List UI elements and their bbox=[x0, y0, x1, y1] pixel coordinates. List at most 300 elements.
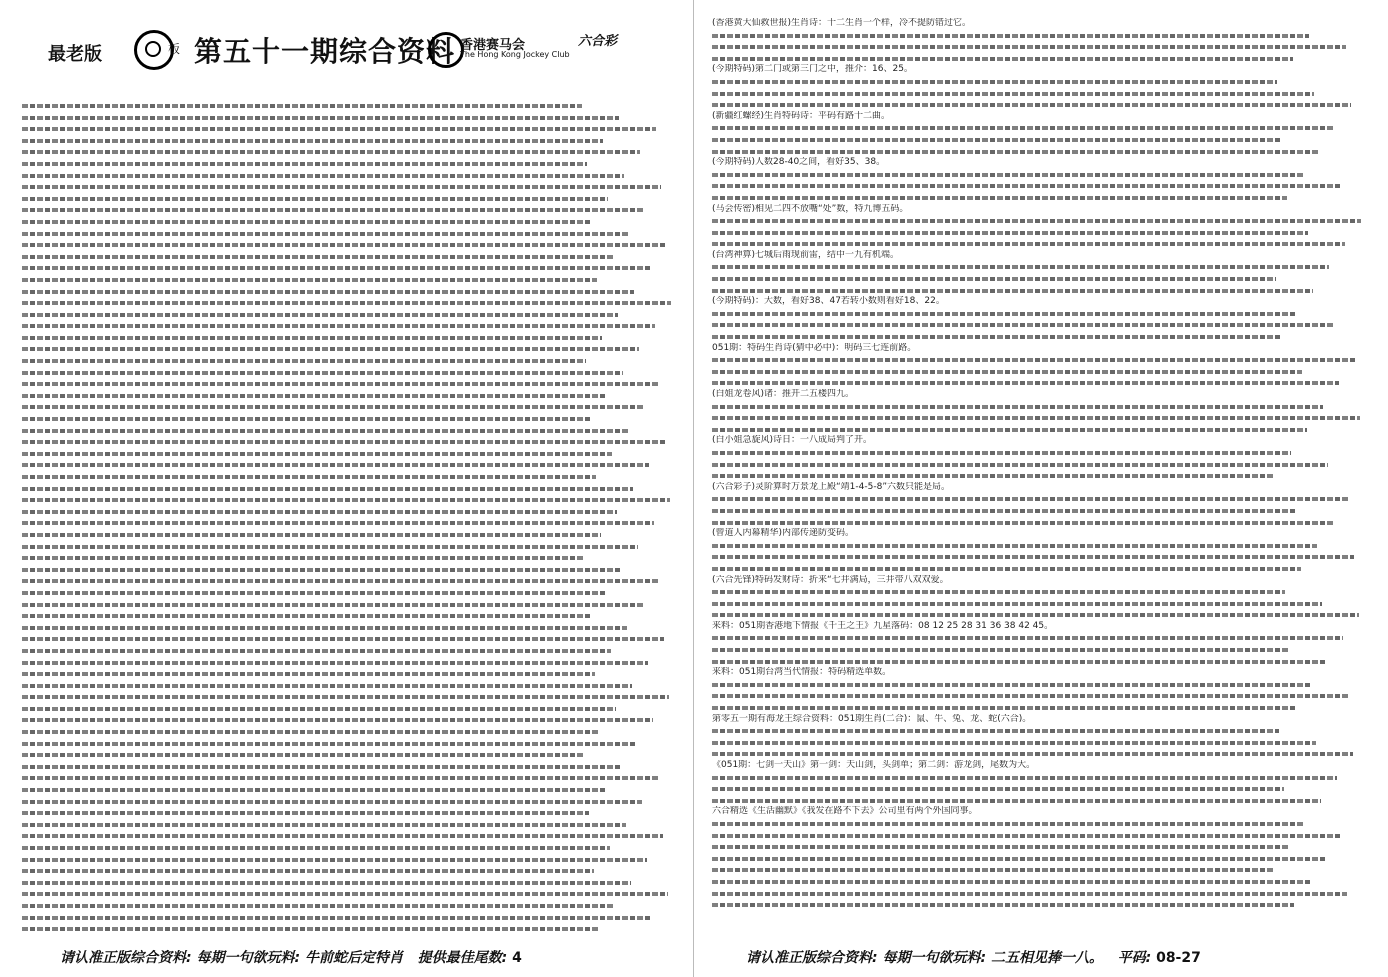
footer-middle: 每期一句欲玩料: bbox=[196, 950, 301, 966]
footer-suffix: 提供最佳尾数: bbox=[417, 950, 508, 966]
text-line-content: 第零五一期有海龙王综合资料：051期生肖(二合)：鼠、牛、兔、龙、蛇(六合)。 bbox=[712, 713, 1032, 724]
scan-texture bbox=[22, 927, 599, 931]
left-footer bbox=[60, 947, 522, 967]
text-line bbox=[22, 842, 672, 854]
text-line bbox=[22, 541, 672, 553]
footer-value: 4 bbox=[512, 950, 522, 966]
scan-texture bbox=[712, 451, 1291, 455]
scan-texture bbox=[22, 603, 643, 607]
text-line bbox=[22, 575, 672, 587]
footer-middle: 每期一句欲玩料: bbox=[882, 950, 987, 966]
text-line bbox=[22, 622, 672, 634]
scan-texture bbox=[712, 555, 1354, 559]
scan-texture bbox=[712, 509, 1296, 513]
text-line bbox=[712, 424, 1372, 436]
text-line bbox=[22, 158, 672, 170]
scan-texture bbox=[712, 613, 1359, 617]
text-line bbox=[712, 146, 1372, 158]
scan-texture bbox=[22, 742, 637, 746]
text-line bbox=[22, 216, 672, 228]
text-line bbox=[22, 819, 672, 831]
stamp-mark: 六合彩 bbox=[578, 34, 618, 49]
scan-texture bbox=[712, 34, 1309, 38]
scan-texture bbox=[712, 868, 1273, 872]
scan-texture bbox=[712, 544, 1317, 548]
text-line bbox=[22, 888, 672, 900]
text-line bbox=[712, 563, 1372, 575]
scan-texture bbox=[712, 219, 1361, 223]
text-line bbox=[712, 783, 1372, 795]
text-line bbox=[22, 796, 672, 808]
scan-texture bbox=[22, 800, 642, 804]
scan-texture bbox=[712, 567, 1301, 571]
text-line bbox=[712, 354, 1372, 366]
text-line bbox=[22, 239, 672, 251]
scan-texture bbox=[22, 394, 607, 398]
text-line bbox=[22, 459, 672, 471]
scan-texture bbox=[712, 822, 1305, 826]
text-line-content: (台湾神算)七城后雨现前雷，结中一九有机端。 bbox=[712, 249, 900, 260]
text-line bbox=[712, 656, 1372, 668]
scan-texture bbox=[22, 545, 638, 549]
scan-texture bbox=[712, 683, 1311, 687]
text-line-content: (今期特码)：大数，看好38、47若转小数则看好18、22。 bbox=[712, 296, 945, 307]
scan-texture bbox=[22, 637, 664, 641]
scan-texture bbox=[712, 80, 1277, 84]
text-line-content: (香港黄大仙救世报)生肖诗：十二生肖一个样，冷不提防错过它。 bbox=[712, 18, 972, 28]
text-line bbox=[22, 378, 672, 390]
scan-texture bbox=[712, 776, 1337, 780]
text-line-content: (六合彩子)灵阶算时万景龙上殿“靖1-4-5-8”六数只能是局。 bbox=[712, 481, 950, 492]
text-line bbox=[712, 169, 1372, 181]
footer-value: 08-27 bbox=[1156, 950, 1201, 966]
text-line bbox=[22, 309, 672, 321]
scan-texture bbox=[22, 556, 585, 560]
text-line bbox=[22, 610, 672, 622]
text-line-content: 来料：051期台湾当代情报：特码精选单数。 bbox=[712, 667, 892, 678]
text-line bbox=[712, 540, 1372, 552]
scan-texture bbox=[22, 788, 605, 792]
scan-texture bbox=[712, 648, 1290, 652]
text-line bbox=[712, 192, 1372, 204]
text-line bbox=[22, 471, 672, 483]
text-line bbox=[22, 633, 672, 645]
scan-texture bbox=[22, 382, 660, 386]
scan-texture bbox=[712, 602, 1322, 606]
scan-texture bbox=[22, 429, 628, 433]
scan-texture bbox=[22, 510, 617, 514]
scan-texture bbox=[22, 452, 612, 456]
scan-texture bbox=[22, 185, 661, 189]
text-line bbox=[22, 355, 672, 367]
scan-texture bbox=[712, 289, 1313, 293]
text-line-content: (六合先锋)特码发财诗：折来“七井满局，三井带八双双爱。 bbox=[712, 574, 949, 585]
scan-texture bbox=[712, 694, 1348, 698]
text-line bbox=[22, 436, 672, 448]
text-line bbox=[712, 41, 1372, 53]
text-line bbox=[22, 923, 672, 935]
scan-texture bbox=[22, 174, 624, 178]
text-line bbox=[22, 668, 672, 680]
jockey-club-logo-icon bbox=[428, 32, 464, 68]
scan-texture bbox=[22, 463, 649, 467]
text-line bbox=[712, 134, 1372, 146]
scan-texture bbox=[712, 463, 1328, 467]
scan-texture bbox=[22, 858, 647, 862]
text-line-content: 六合精选《生活幽默》《我发在路不下去》公司里有两个外国同事。 bbox=[712, 806, 978, 817]
scan-texture bbox=[712, 787, 1284, 791]
text-line bbox=[22, 552, 672, 564]
text-line bbox=[22, 483, 672, 495]
scan-texture bbox=[22, 150, 640, 154]
scan-texture bbox=[712, 752, 1353, 756]
scan-texture bbox=[22, 255, 613, 259]
text-line bbox=[22, 529, 672, 541]
scan-texture bbox=[22, 823, 626, 827]
scan-texture bbox=[22, 371, 623, 375]
text-line bbox=[712, 690, 1372, 702]
footer-highlight: 牛前蛇后定特肖 bbox=[304, 950, 403, 966]
text-line-content: (曾道人内幕精华)内部传递防变码。 bbox=[712, 528, 855, 539]
scan-texture bbox=[712, 312, 1297, 316]
text-line bbox=[22, 784, 672, 796]
text-line bbox=[712, 204, 1372, 216]
text-line bbox=[22, 761, 672, 773]
text-line bbox=[712, 227, 1372, 239]
scan-texture bbox=[22, 359, 586, 363]
text-line bbox=[712, 273, 1372, 285]
text-line bbox=[22, 854, 672, 866]
text-line bbox=[22, 703, 672, 715]
scan-texture bbox=[712, 521, 1333, 525]
text-line-content: (白小姐急旋风)诗日：一八成局判了开。 bbox=[712, 435, 873, 446]
text-line bbox=[712, 876, 1372, 888]
scan-texture bbox=[22, 869, 594, 873]
scan-texture bbox=[712, 138, 1282, 142]
text-line bbox=[22, 599, 672, 611]
text-line bbox=[712, 505, 1372, 517]
text-line bbox=[22, 877, 672, 889]
scan-texture bbox=[22, 753, 584, 757]
text-line bbox=[22, 830, 672, 842]
text-line bbox=[712, 493, 1372, 505]
masthead bbox=[18, 22, 668, 70]
text-line bbox=[712, 714, 1372, 726]
text-line bbox=[712, 517, 1372, 529]
text-line bbox=[22, 274, 672, 286]
text-line bbox=[712, 795, 1372, 807]
text-line bbox=[712, 308, 1372, 320]
text-line bbox=[712, 366, 1372, 378]
text-line bbox=[22, 425, 672, 437]
text-line bbox=[712, 157, 1372, 169]
scan-texture bbox=[22, 104, 582, 108]
text-line bbox=[22, 204, 672, 216]
text-line bbox=[22, 170, 672, 182]
scan-texture bbox=[22, 811, 589, 815]
text-line bbox=[712, 760, 1372, 772]
text-line bbox=[712, 88, 1372, 100]
text-line bbox=[22, 100, 672, 112]
text-line bbox=[22, 146, 672, 158]
scan-texture bbox=[22, 417, 591, 421]
scan-texture bbox=[22, 336, 602, 340]
text-line bbox=[22, 448, 672, 460]
right-footer bbox=[746, 947, 1201, 967]
text-line bbox=[22, 645, 672, 657]
scan-texture bbox=[712, 277, 1276, 281]
text-line bbox=[22, 297, 672, 309]
text-line bbox=[22, 494, 672, 506]
text-line bbox=[712, 609, 1372, 621]
text-line bbox=[22, 772, 672, 784]
scan-texture bbox=[712, 231, 1308, 235]
right-article-body bbox=[712, 18, 1372, 916]
text-line bbox=[712, 180, 1372, 192]
scan-texture bbox=[712, 636, 1343, 640]
scan-texture bbox=[712, 857, 1326, 861]
scan-texture bbox=[712, 741, 1316, 745]
scan-texture bbox=[712, 323, 1334, 327]
scan-texture bbox=[712, 892, 1347, 896]
text-line-content: 051期：特码生肖诗(猜中必中)：明码三七连前路。 bbox=[712, 342, 917, 353]
text-line bbox=[22, 517, 672, 529]
text-line bbox=[712, 343, 1372, 355]
text-line bbox=[22, 900, 672, 912]
text-line bbox=[712, 841, 1372, 853]
text-line bbox=[712, 470, 1372, 482]
scan-texture bbox=[22, 278, 597, 282]
text-line bbox=[22, 343, 672, 355]
scan-texture bbox=[712, 184, 1340, 188]
scan-texture bbox=[22, 672, 595, 676]
scan-texture bbox=[22, 730, 600, 734]
scan-texture bbox=[22, 301, 671, 305]
scan-texture bbox=[712, 405, 1323, 409]
scan-texture bbox=[712, 265, 1329, 269]
scan-texture bbox=[22, 904, 615, 908]
scan-texture bbox=[22, 834, 663, 838]
text-line bbox=[22, 587, 672, 599]
text-line bbox=[712, 667, 1372, 679]
footer-prefix: 请认准正版综合资料: bbox=[60, 950, 192, 966]
text-line bbox=[712, 621, 1372, 633]
text-line bbox=[712, 853, 1372, 865]
text-line bbox=[22, 738, 672, 750]
text-line bbox=[712, 18, 1372, 30]
scan-texture bbox=[712, 903, 1294, 907]
text-line bbox=[712, 250, 1372, 262]
scan-texture bbox=[22, 208, 645, 212]
scan-texture bbox=[712, 474, 1275, 478]
scan-texture bbox=[22, 162, 587, 166]
text-line bbox=[712, 238, 1372, 250]
scan-texture bbox=[22, 881, 631, 885]
text-line bbox=[712, 401, 1372, 413]
scan-texture bbox=[22, 776, 658, 780]
text-line bbox=[22, 401, 672, 413]
scan-texture bbox=[22, 347, 639, 351]
scan-texture bbox=[22, 475, 596, 479]
scan-texture bbox=[712, 242, 1345, 246]
text-line bbox=[22, 251, 672, 263]
text-line bbox=[22, 564, 672, 576]
scan-texture bbox=[22, 243, 666, 247]
scan-texture bbox=[712, 590, 1285, 594]
scan-texture bbox=[22, 684, 632, 688]
text-line bbox=[22, 680, 672, 692]
scan-texture bbox=[712, 497, 1349, 501]
scan-texture bbox=[22, 232, 629, 236]
text-line bbox=[22, 912, 672, 924]
scan-texture bbox=[712, 428, 1307, 432]
scan-texture bbox=[22, 892, 668, 896]
edition-label: 最老版 bbox=[48, 44, 102, 65]
text-line bbox=[712, 632, 1372, 644]
text-line-content: (今期特码)第二门或第三门之中，推介：16、25。 bbox=[712, 64, 913, 75]
text-line bbox=[22, 726, 672, 738]
text-line bbox=[712, 435, 1372, 447]
text-line bbox=[712, 644, 1372, 656]
text-line bbox=[712, 296, 1372, 308]
text-line bbox=[712, 899, 1372, 911]
footer-prefix: 请认准正版综合资料: bbox=[746, 950, 878, 966]
scan-texture bbox=[22, 695, 669, 699]
scan-texture bbox=[22, 707, 616, 711]
text-line bbox=[22, 714, 672, 726]
text-line bbox=[712, 215, 1372, 227]
scan-texture bbox=[22, 765, 621, 769]
scan-texture bbox=[712, 57, 1293, 61]
text-line bbox=[22, 181, 672, 193]
text-line bbox=[712, 679, 1372, 691]
text-line bbox=[712, 725, 1372, 737]
text-line bbox=[712, 482, 1372, 494]
text-line bbox=[712, 331, 1372, 343]
scan-texture bbox=[22, 614, 590, 618]
text-line bbox=[22, 367, 672, 379]
text-line bbox=[22, 865, 672, 877]
scan-texture bbox=[22, 649, 611, 653]
issue-title: 第五十一期综合资料 bbox=[194, 35, 456, 68]
scan-texture bbox=[22, 916, 652, 920]
text-line bbox=[22, 506, 672, 518]
text-line bbox=[712, 377, 1372, 389]
scan-texture bbox=[22, 197, 608, 201]
text-line bbox=[22, 320, 672, 332]
scan-texture bbox=[22, 405, 644, 409]
scan-texture bbox=[712, 880, 1310, 884]
scan-texture bbox=[22, 521, 654, 525]
scan-texture bbox=[712, 660, 1327, 664]
scan-texture bbox=[22, 266, 650, 270]
footer-highlight: 二五相见捧一八。 bbox=[990, 950, 1103, 966]
text-line bbox=[22, 413, 672, 425]
scan-texture bbox=[22, 487, 633, 491]
text-line bbox=[22, 807, 672, 819]
text-line bbox=[712, 459, 1372, 471]
text-line bbox=[712, 412, 1372, 424]
text-line bbox=[22, 123, 672, 135]
text-line bbox=[712, 122, 1372, 134]
text-line bbox=[712, 528, 1372, 540]
text-line bbox=[712, 447, 1372, 459]
text-line bbox=[22, 193, 672, 205]
scan-texture bbox=[22, 498, 670, 502]
scan-texture bbox=[22, 591, 606, 595]
text-line bbox=[712, 586, 1372, 598]
scan-texture bbox=[22, 440, 665, 444]
text-line bbox=[712, 806, 1372, 818]
text-line bbox=[22, 135, 672, 147]
text-line-content: (新疆红螺经)生肖特码诗：平码有路十二曲。 bbox=[712, 110, 891, 121]
text-line bbox=[712, 76, 1372, 88]
scan-texture bbox=[712, 92, 1314, 96]
scan-texture bbox=[712, 196, 1287, 200]
scan-texture bbox=[22, 290, 634, 294]
scan-texture bbox=[712, 103, 1351, 107]
text-line bbox=[712, 285, 1372, 297]
text-line-content: 《051期：七剑一天山》第一剑：天山剑，头剑单；第二剑：游龙剑，尾数为大。 bbox=[712, 760, 1036, 770]
text-line bbox=[712, 702, 1372, 714]
scan-texture bbox=[22, 220, 592, 224]
scan-texture bbox=[22, 533, 601, 537]
text-line bbox=[712, 772, 1372, 784]
brand-en: The Hong Kong Jockey Club bbox=[460, 50, 570, 59]
text-line bbox=[712, 389, 1372, 401]
scan-texture bbox=[22, 139, 603, 143]
scan-texture bbox=[712, 370, 1302, 374]
text-line bbox=[712, 30, 1372, 42]
scan-texture bbox=[712, 729, 1279, 733]
text-line bbox=[712, 818, 1372, 830]
text-line bbox=[22, 286, 672, 298]
scan-texture bbox=[712, 706, 1295, 710]
scan-texture bbox=[22, 579, 659, 583]
text-line-content: 来料：051期香港地下情报《千王之王》九星落码：08 12 25 28 31 36 38 42 45。 bbox=[712, 620, 1054, 631]
text-line bbox=[712, 261, 1372, 273]
scan-texture bbox=[22, 661, 648, 665]
scan-texture bbox=[712, 845, 1289, 849]
text-line bbox=[712, 551, 1372, 563]
text-line bbox=[22, 228, 672, 240]
text-line bbox=[712, 53, 1372, 65]
text-line bbox=[712, 748, 1372, 760]
text-line-content: (马会传密)相见二四不放嘴“处”数，特九博五码。 bbox=[712, 203, 909, 214]
text-line bbox=[712, 64, 1372, 76]
scan-texture bbox=[22, 116, 619, 120]
scan-texture bbox=[712, 358, 1355, 362]
left-article-body bbox=[22, 100, 672, 940]
brand-cn: 香港赛马会 bbox=[460, 38, 526, 53]
right-page bbox=[694, 0, 1388, 977]
banner-tag: 板 bbox=[168, 42, 181, 56]
text-line bbox=[712, 575, 1372, 587]
text-line bbox=[22, 262, 672, 274]
text-line bbox=[712, 319, 1372, 331]
text-line bbox=[22, 691, 672, 703]
scan-texture bbox=[22, 846, 610, 850]
text-line bbox=[22, 749, 672, 761]
text-line bbox=[712, 111, 1372, 123]
text-line-content: (白姐龙卷风)诸：推开二五楼四九。 bbox=[712, 389, 855, 399]
text-line bbox=[712, 830, 1372, 842]
text-line bbox=[22, 657, 672, 669]
scan-texture bbox=[22, 718, 653, 722]
scan-texture bbox=[22, 313, 618, 317]
scan-texture bbox=[712, 799, 1321, 803]
scan-texture bbox=[22, 324, 655, 328]
